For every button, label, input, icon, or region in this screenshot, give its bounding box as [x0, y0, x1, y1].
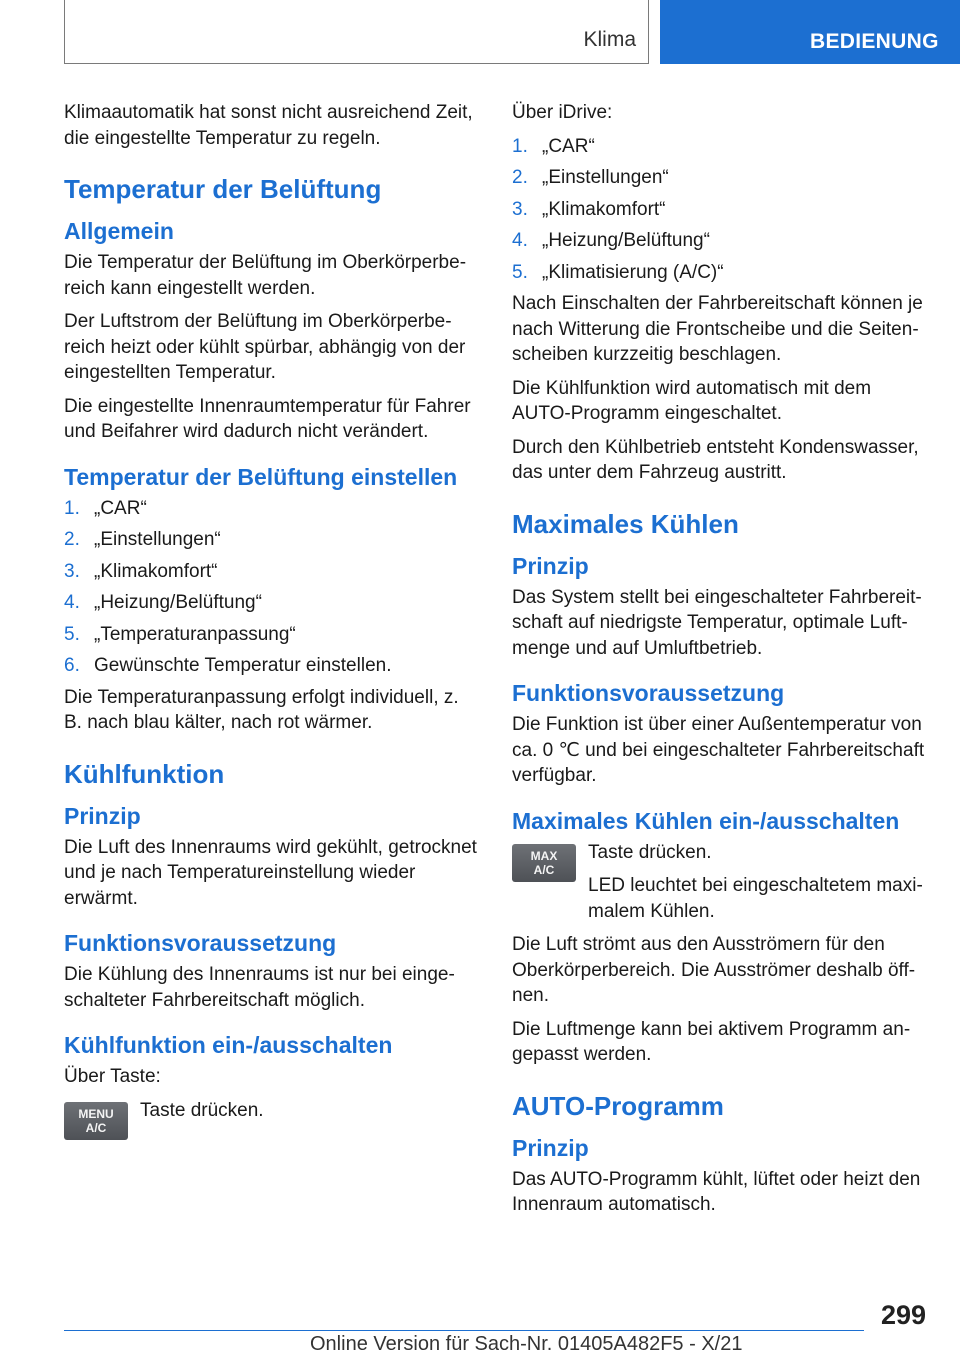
paragraph: Das System stellt bei eingeschalteter Fahrbereitschaft auf niedrigste Temperatur, optimale Luftmenge und auf Umluftbetrieb. [512, 586, 922, 659]
key-label: A/C [85, 1120, 107, 1135]
paragraph: Der Luftstrom der Belüftung im Oberkörperbereich heizt oder kühlt spürbar, abhängig von der eingestellten Temperatur. [64, 311, 466, 383]
list-item [64, 590, 479, 616]
paragraph: Die Temperaturanpassung erfolgt individuell, z. B. nach blau kälter, nach rot wärmer. [64, 686, 459, 733]
list-item [512, 228, 927, 254]
key-label: MENU [78, 1106, 114, 1121]
step-number: 2. [64, 529, 80, 550]
list-item [64, 653, 479, 679]
key-label: MAX [530, 848, 558, 863]
paragraph: Die Funktion ist über einer Außentemperatur von ca. 0 ℃ und bei eingeschalteter Fahrbereitschaft verfügbar. [512, 714, 925, 786]
step-number: 3. [512, 198, 528, 220]
step-text: „CAR“ [542, 135, 595, 157]
footer-rule [64, 1330, 864, 1331]
heading-prinzip: Prinzip [512, 1134, 589, 1161]
step-text: „Einstellungen“ [542, 167, 669, 188]
step-text: „Heizung/Belüftung“ [94, 592, 262, 613]
paragraph: Die Temperatur der Belüftung im Oberkörperbereich kann eingestellt werden. [64, 252, 467, 299]
paragraph: Nach Einschalten der Fahrbereitschaft können je nach Witterung die Frontscheibe und die Seitenscheiben kurzzeitig beschlagen. [512, 293, 923, 365]
step-number: 2. [512, 167, 528, 188]
step-text: „Heizung/Belüftung“ [542, 230, 710, 251]
footer-text: Online Version für Sach-Nr. 01405A482F5 - X/21 [310, 1333, 743, 1355]
paragraph: Die Kühlfunktion wird automatisch mit dem AUTO-Programm eingeschaltet. [512, 377, 872, 424]
menu-ac-key-row [64, 1098, 479, 1166]
step-number: 1. [64, 497, 80, 519]
list-item [64, 622, 479, 648]
max-ac-key-icon [512, 844, 576, 882]
list-item [512, 197, 927, 223]
heading-temperatur-belueftung: Temperatur der Belüftung [64, 174, 382, 204]
step-text: „Klimatisierung (A/C)“ [542, 261, 724, 283]
step-number: 1. [512, 135, 528, 157]
left-column [64, 100, 479, 1166]
paragraph: LED leuchtet bei eingeschaltetem maximalem Kühlen. [588, 875, 923, 922]
heading-auto-programm: AUTO-Programm [512, 1090, 724, 1121]
heading-prinzip: Prinzip [64, 802, 141, 829]
list-item [512, 260, 927, 286]
paragraph: Die eingestellte Innenraumtemperatur für Fahrer und Beifahrer wird dadurch nicht verändert. [64, 395, 471, 442]
intro-text: Klimaautomatik hat sonst nicht ausreichend Zeit, die eingestellte Temperatur zu regeln. [64, 102, 473, 149]
paragraph: Das AUTO-Programm kühlt, lüftet oder heizt den Innenraum automatisch. [512, 1168, 921, 1215]
list-item [64, 527, 479, 553]
heading-allgemein: Allgemein [64, 218, 174, 244]
paragraph: Über iDrive: [512, 102, 613, 123]
paragraph: Taste drücken. [588, 841, 712, 863]
step-number: 5. [512, 261, 528, 283]
step-text: „CAR“ [94, 497, 147, 519]
step-text: „Einstellungen“ [94, 529, 221, 550]
paragraph: Über Taste: [64, 1066, 161, 1087]
heading-funktionsvoraussetzung: Funktionsvoraussetzung [64, 930, 337, 956]
right-column [512, 100, 927, 1226]
steps-list-left [64, 496, 479, 679]
heading-maximales-kuehlen-ein-aus: Maximales Kühlen ein-/ausschalten [512, 807, 900, 834]
step-number: 4. [64, 592, 80, 613]
chapter-label: BEDIENUNG [810, 30, 939, 53]
heading-maximales-kuehlen: Maximales Kühlen [512, 508, 739, 539]
list-item [512, 134, 927, 160]
header-frame [64, 0, 649, 64]
paragraph: Die Luft des Innenraums wird gekühlt, getrocknet und je nach Temperatureinstellung wieder erwärmt. [64, 836, 477, 909]
paragraph: Die Luft strömt aus den Ausströmern für den Oberkörperbereich. Die Ausströmer deshalb öffnen. [512, 934, 916, 1006]
max-ac-key-row [512, 840, 927, 925]
header-chapter [660, 0, 960, 64]
paragraph: Die Luftmenge kann bei aktivem Programm angepasst werden. [512, 1018, 911, 1065]
header-section: Klima [583, 28, 636, 51]
heading-kuehlfunktion-ein-aus: Kühlfunktion ein-/ausschalten [64, 1032, 393, 1058]
step-number: 6. [64, 655, 80, 676]
key-label: A/C [533, 862, 555, 877]
paragraph: Taste drücken. [140, 1099, 264, 1121]
paragraph: Die Kühlung des Innenraums ist nur bei eingeschalteter Fahrbereitschaft möglich. [64, 964, 455, 1011]
step-text: „Klimakomfort“ [542, 198, 666, 220]
step-text: Gewünschte Temperatur einstellen. [94, 655, 392, 676]
list-item [64, 496, 479, 522]
heading-prinzip: Prinzip [512, 552, 589, 579]
page-number: 299 [880, 1300, 926, 1330]
list-item [64, 559, 479, 585]
list-item [512, 165, 927, 191]
step-number: 4. [512, 230, 528, 251]
paragraph: Durch den Kühlbetrieb entsteht Kondenswasser, das unter dem Fahrzeug austritt. [512, 436, 919, 483]
step-number: 3. [64, 560, 80, 582]
step-text: „Temperaturanpassung“ [94, 623, 296, 645]
heading-funktionsvoraussetzung: Funktionsvoraussetzung [512, 680, 785, 706]
steps-list-right [512, 134, 927, 286]
heading-belueftung-einstellen: Temperatur der Belüftung einstellen [64, 463, 458, 490]
step-text: „Klimakomfort“ [94, 560, 218, 582]
heading-kuehlfunktion: Kühlfunktion [64, 758, 225, 789]
menu-ac-key-icon [64, 1102, 128, 1140]
step-number: 5. [64, 623, 80, 645]
